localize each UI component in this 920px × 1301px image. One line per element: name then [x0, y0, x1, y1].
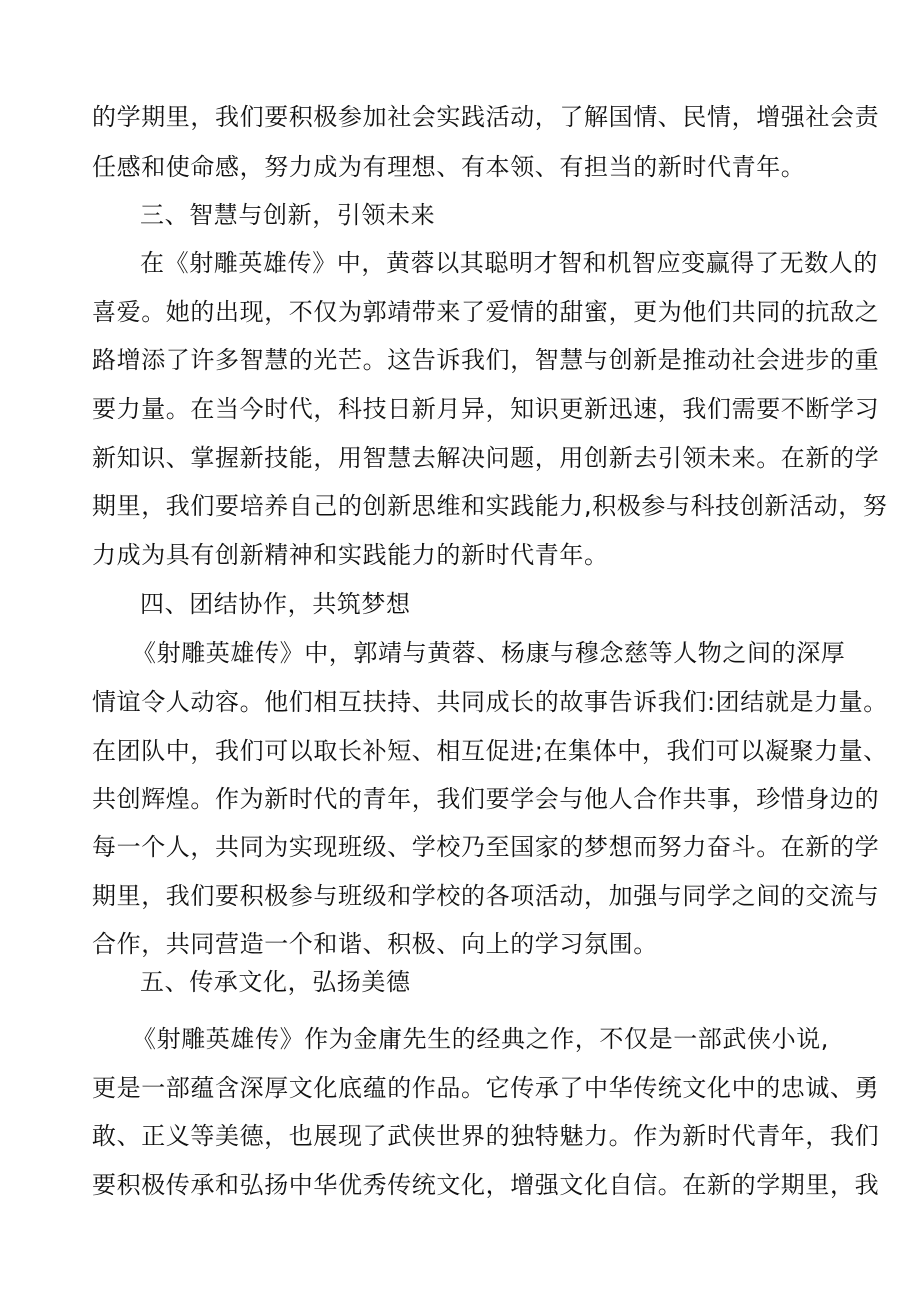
text-line-22: 敢、正义等美德，也展现了武侠世界的独特魅力。作为新时代青年，我们 — [92, 1122, 880, 1150]
text-line-18: 合作，共同营造一个和谐、积极、向上的学习氛围。 — [92, 930, 658, 958]
text-line-17: 期里，我们要积极参与班级和学校的各项活动，加强与同学之间的交流与 — [92, 882, 880, 910]
text-line-1: 的学期里，我们要积极参加社会实践活动，了解国情、民情，增强社会责 — [92, 103, 880, 131]
text-line-5: 喜爱。她的出现，不仅为郭靖带来了爱情的甜蜜，更为他们共同的抗敌之 — [92, 298, 880, 326]
text-line-2: 任感和使命感，努力成为有理想、有本领、有担当的新时代青年。 — [92, 153, 806, 181]
text-line-20: 《射雕英雄传》作为金庸先生的经典之作，不仅是一部武侠小说, — [132, 1025, 830, 1053]
text-line-6: 路增添了许多智慧的光芒。这告诉我们，智慧与创新是推动社会进步的重 — [92, 346, 880, 374]
text-line-9: 期里，我们要培养自己的创新思维和实践能力,积极参与科技创新活动，努 — [92, 492, 888, 520]
text-line-13: 情谊令人动容。他们相互扶持、共同成长的故事告诉我们:团结就是力量。 — [92, 688, 888, 716]
section-heading-5: 五、传承文化，弘扬美德 — [140, 968, 411, 996]
section-heading-4: 四、团结协作，共筑梦想 — [140, 590, 411, 618]
text-line-16: 每一个人，共同为实现班级、学校乃至国家的梦想而努力奋斗。在新的学 — [92, 833, 880, 861]
text-line-12: 《射雕英雄传》中，郭靖与黄蓉、杨康与穆念慈等人物之间的深厚 — [132, 639, 846, 667]
text-line-4: 在《射雕英雄传》中，黄蓉以其聪明才智和机智应变赢得了无数人的 — [140, 249, 878, 277]
section-heading-3: 三、智慧与创新，引领未来 — [140, 201, 436, 229]
text-line-10: 力成为具有创新精神和实践能力的新时代青年。 — [92, 541, 609, 569]
text-line-8: 新知识、掌握新技能，用智慧去解决问题，用创新去引领未来。在新的学 — [92, 444, 880, 472]
text-line-15: 共创辉煌。作为新时代的青年，我们要学会与他人合作共事，珍惜身边的 — [92, 785, 880, 813]
text-line-23: 要积极传承和弘扬中华优秀传统文化，增强文化自信。在新的学期里，我 — [92, 1171, 880, 1199]
text-line-21: 更是一部蕴含深厚文化底蕴的作品。它传承了中华传统文化中的忠诚、勇 — [92, 1074, 880, 1102]
text-line-14: 在团队中，我们可以取长补短、相互促进;在集体中，我们可以凝聚力量、 — [92, 737, 888, 765]
text-line-7: 要力量。在当今时代，科技日新月异，知识更新迅速，我们需要不断学习 — [92, 395, 880, 423]
